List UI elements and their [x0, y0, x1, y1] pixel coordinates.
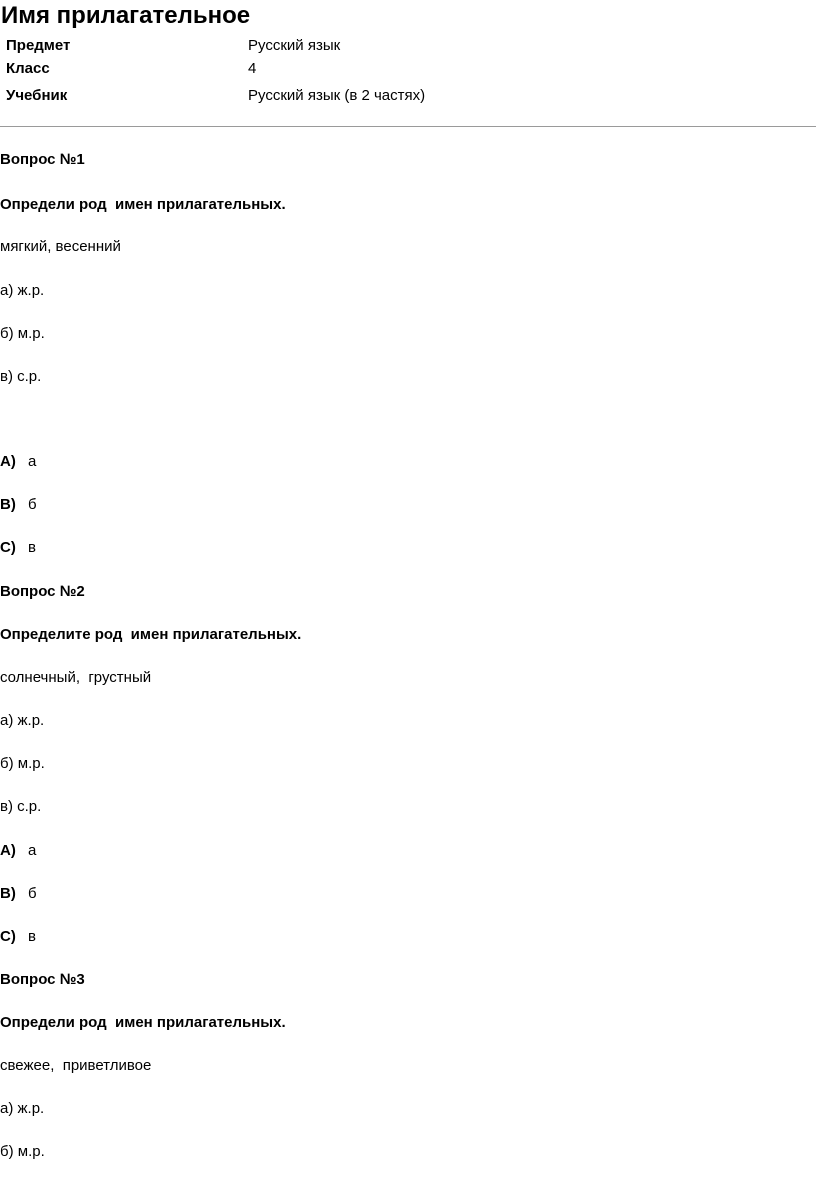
answer-text: в	[28, 928, 36, 945]
question-2-option-c: в) с.р.	[0, 798, 42, 815]
question-1-answer-c[interactable]	[0, 539, 36, 556]
field-label-subject: Предмет	[6, 37, 71, 54]
question-2-option-b: б) м.р.	[0, 755, 45, 772]
field-value-subject: Русский язык	[248, 37, 341, 54]
answer-letter: A)	[0, 842, 16, 859]
question-3-number: Вопрос №3	[0, 971, 85, 988]
header-divider	[0, 126, 816, 127]
question-1-words: мягкий, весенний	[0, 238, 121, 255]
question-3-prompt: Определи род имен прилагательных.	[0, 1014, 286, 1031]
question-3-words: свежее, приветливое	[0, 1057, 152, 1074]
question-1-prompt: Определи род имен прилагательных.	[0, 196, 286, 213]
field-value-grade: 4	[248, 60, 257, 77]
answer-letter: B)	[0, 885, 16, 902]
answer-text: б	[28, 885, 37, 902]
question-1-answer-b[interactable]	[0, 496, 37, 513]
field-label-textbook: Учебник	[6, 87, 68, 104]
question-2-answer-c[interactable]	[0, 928, 36, 945]
answer-letter: B)	[0, 496, 16, 513]
question-1-option-a: а) ж.р.	[0, 282, 45, 299]
answer-text: в	[28, 539, 36, 556]
question-1-answer-a[interactable]	[0, 453, 36, 470]
answer-text: а	[28, 842, 37, 859]
question-2-option-a: а) ж.р.	[0, 712, 45, 729]
field-value-textbook: Русский язык (в 2 частях)	[248, 87, 426, 104]
question-2-prompt: Определите род имен прилагательных.	[0, 626, 302, 643]
answer-letter: C)	[0, 928, 16, 945]
question-2-number: Вопрос №2	[0, 583, 85, 600]
question-2-answer-b[interactable]	[0, 885, 37, 902]
question-1-option-b: б) м.р.	[0, 325, 45, 342]
question-1-number: Вопрос №1	[0, 151, 85, 168]
question-2-answer-a[interactable]	[0, 842, 36, 859]
question-3-option-a: а) ж.р.	[0, 1100, 45, 1117]
answer-letter: C)	[0, 539, 16, 556]
question-1-option-c: в) с.р.	[0, 368, 42, 385]
answer-letter: A)	[0, 453, 16, 470]
answer-text: б	[28, 496, 37, 513]
question-2-words: солнечный, грустный	[0, 669, 152, 686]
field-label-grade: Класс	[6, 60, 50, 77]
answer-text: а	[28, 453, 37, 470]
question-3-option-b: б) м.р.	[0, 1143, 45, 1160]
page-title: Имя прилагательное	[1, 2, 251, 29]
